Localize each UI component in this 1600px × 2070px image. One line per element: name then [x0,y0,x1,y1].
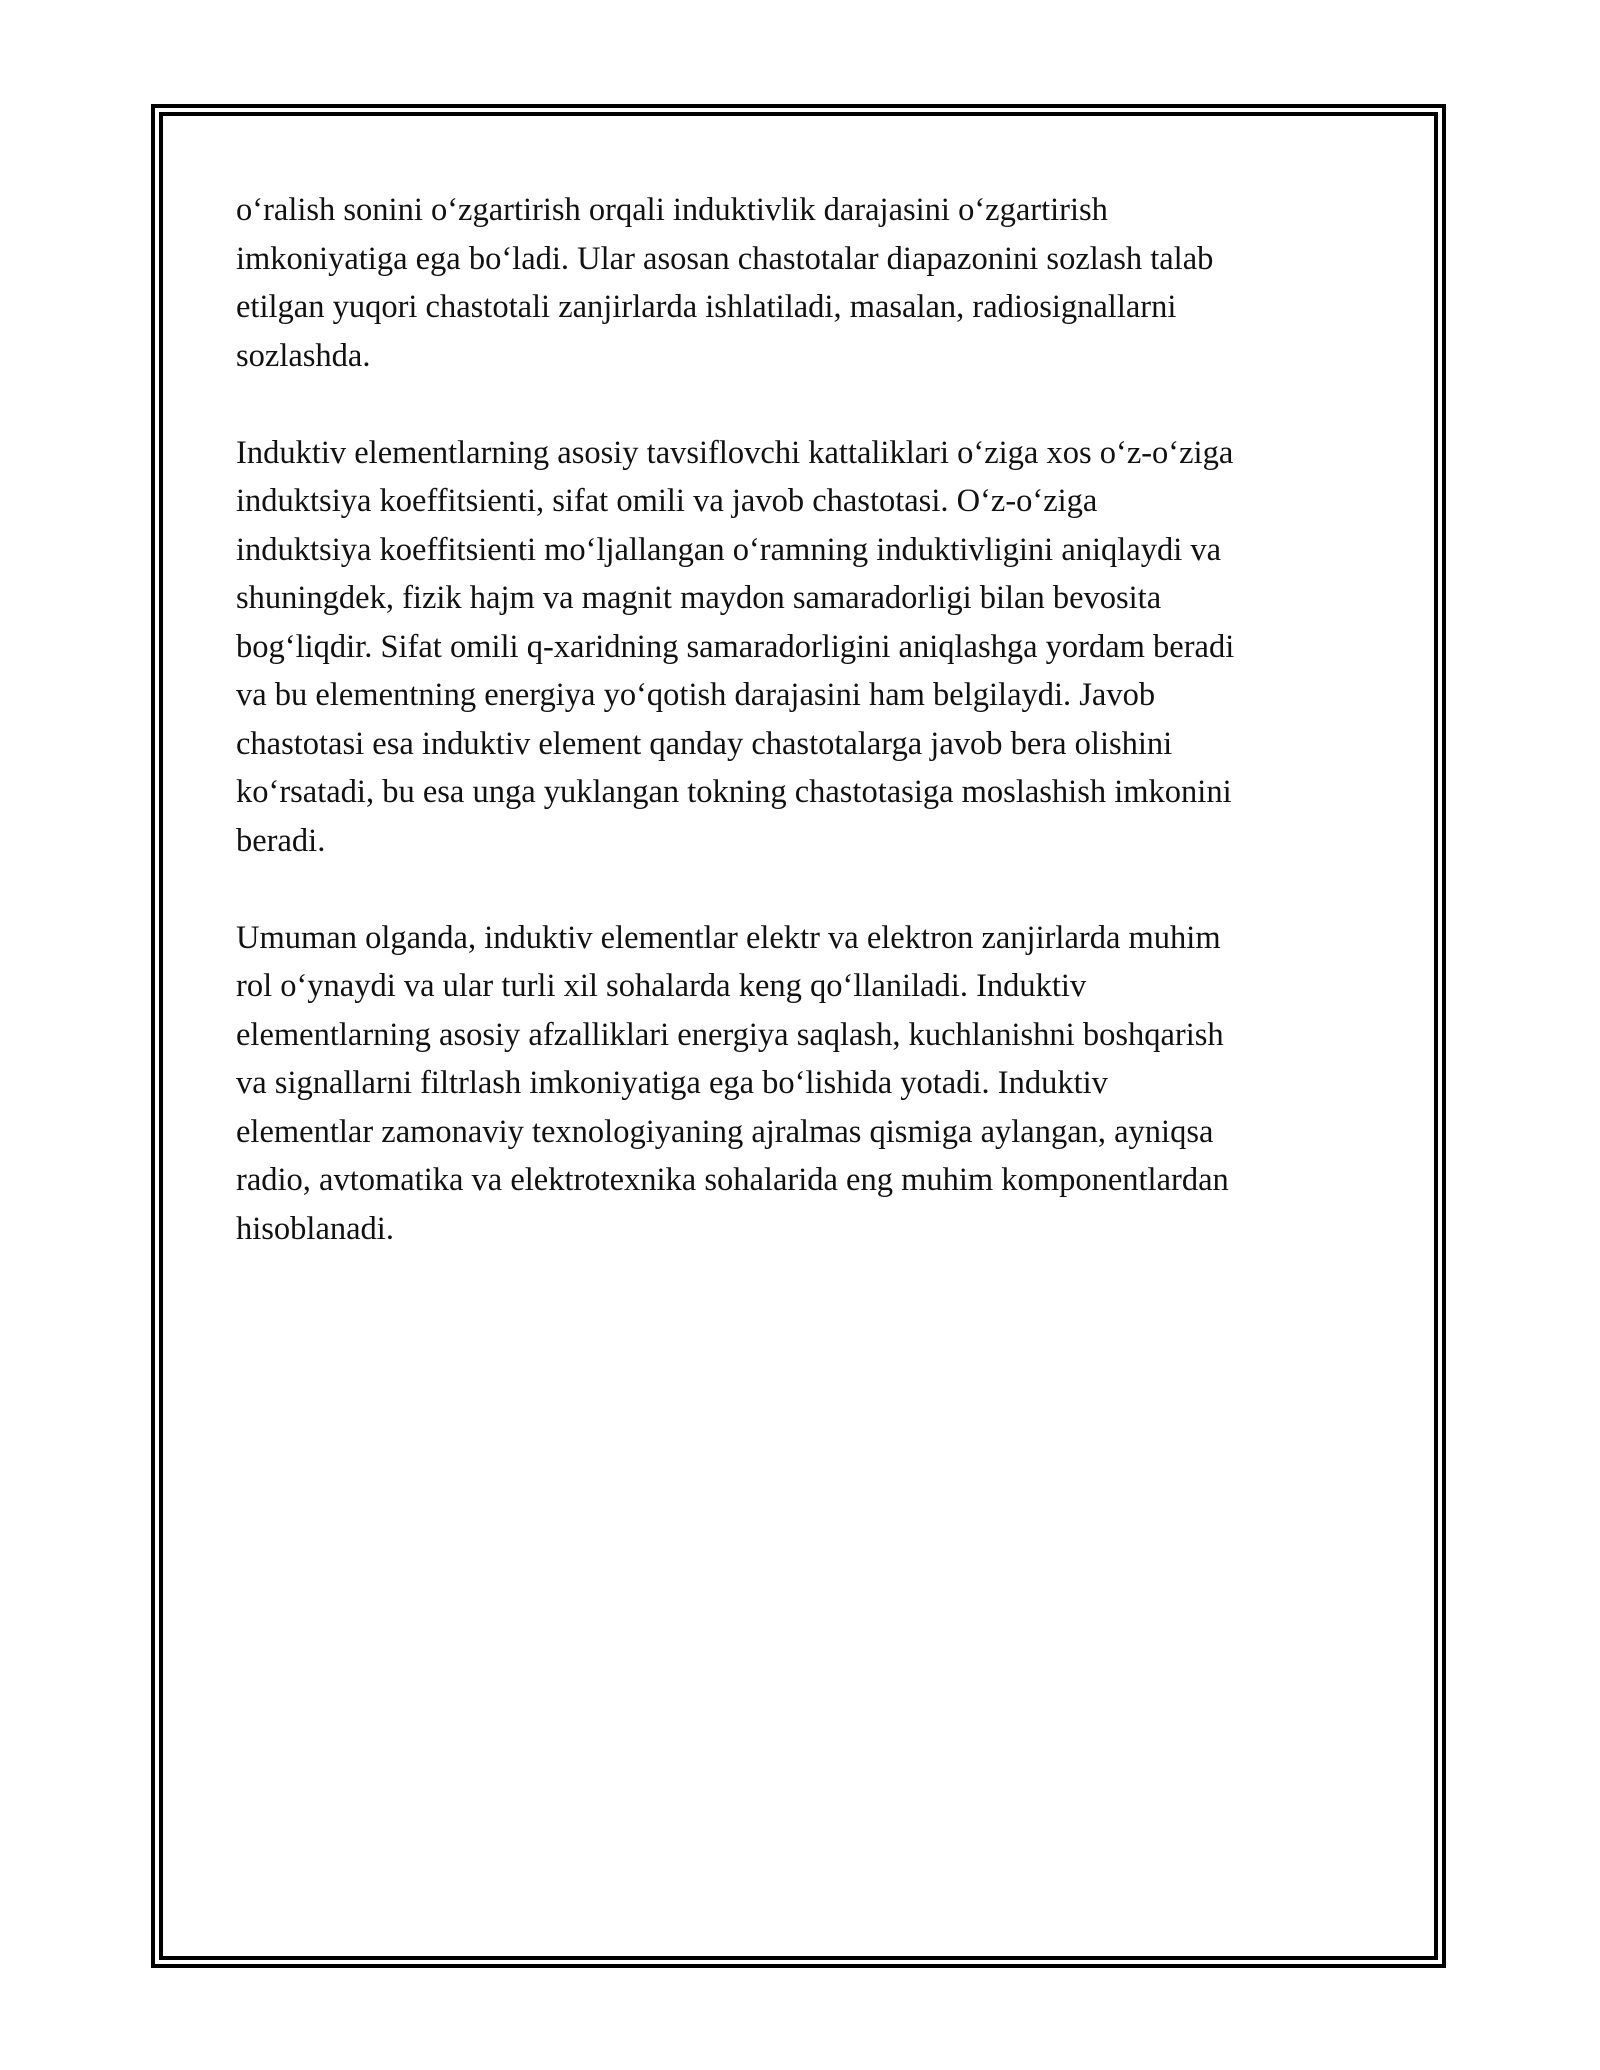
paragraph-3: Umuman olganda, induktiv elementlar elektr va elektron zanjirlarda muhim rol oʻynaydi va ular turli xil sohalarda keng qoʻllaniladi. Induktiv elementlarning asosiy afzalliklari energiya saqlash, kuchlanishni boshqarish va signallarni filtrlash imkoniyatiga ega boʻlishida yotadi. Induktiv elementlar zamonaviy texnologiyaning ajralmas qismiga aylangan, ayniqsa radio, avtomatika va elektrotexnika sohalarida eng muhim komponentlardan hisoblanadi. [236,919,1229,1247]
document-body [236,186,1376,1302]
paragraph-1: oʻralish sonini oʻzgartirish orqali induktivlik darajasini oʻzgartirish imkoniyatiga ega boʻladi. Ular asosan chastotalar diapazonini sozlash talab etilgan yuqori chastotali zanjirlarda ishlatiladi, masalan, radiosignallarni sozlashda. [236,192,1214,374]
paragraph-2: Induktiv elementlarning asosiy tavsiflovchi kattaliklari oʻziga xos oʻz-oʻziga induktsiya koeffitsienti, sifat omili va javob chastotasi. Oʻz-oʻziga induktsiya koeffitsienti moʻljallangan oʻramning induktivligini aniqlaydi va shuningdek, fizik hajm va magnit maydon samaradorligi bilan bevosita bogʻliqdir. Sifat omili q-xaridning samaradorligini aniqlashga yordam beradi va bu elementning energiya yoʻqotish darajasini ham belgilaydi. Javob chastotasi esa induktiv element qanday chastotalarga javob bera olishini koʻrsatadi, bu esa unga yuklangan tokning chastotasiga moslashish imkonini beradi. [236,434,1235,859]
